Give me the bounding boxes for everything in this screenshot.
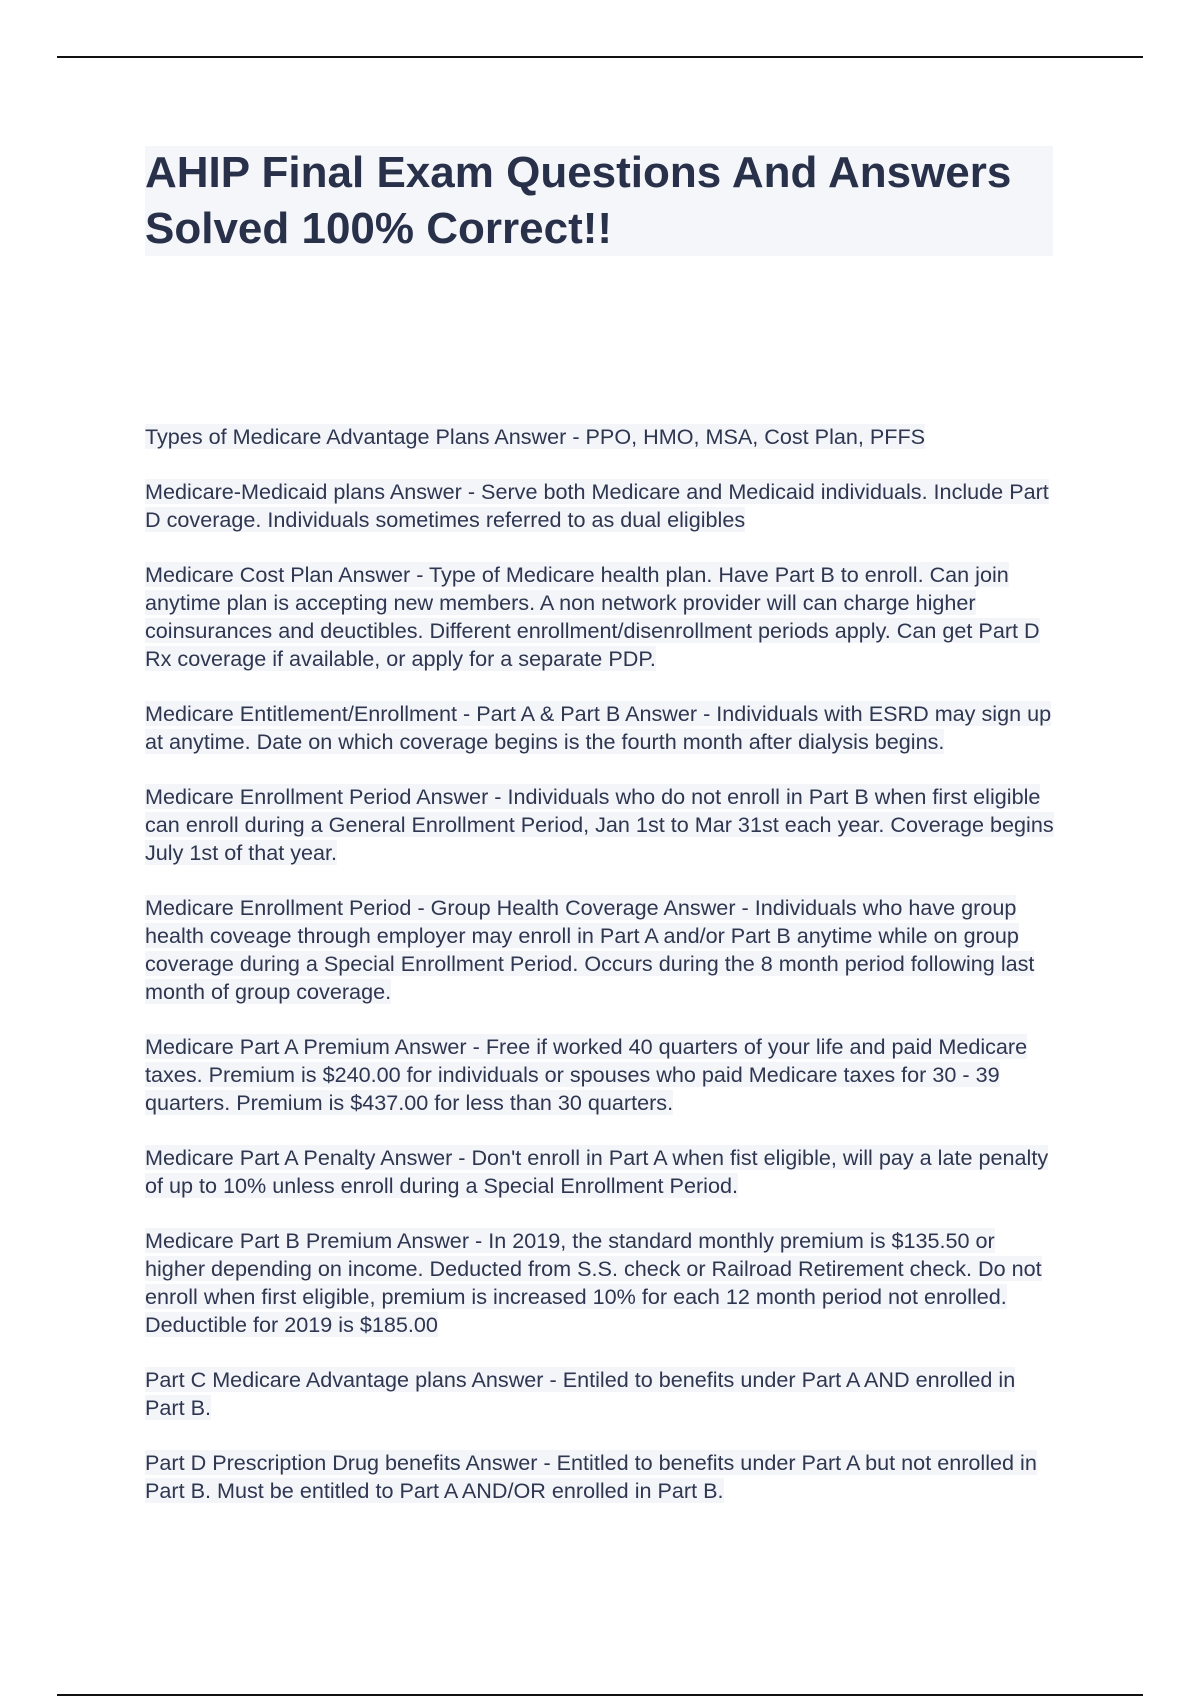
qa-list: [145, 423, 1060, 1532]
qa-entry: [145, 1033, 1060, 1117]
qa-entry-text: Medicare Part A Premium Answer - Free if worked 40 quarters of your life and paid Medicare taxes. Premium is $240.00 for individuals or spouses who paid Medicare taxes for 30 - 39 quarters. Premium is $437.00 for less than 30 quarters.: [145, 1034, 1028, 1115]
document-title: AHIP Final Exam Questions And Answers Solved 100% Correct!!: [145, 148, 1012, 253]
qa-entry: [145, 1366, 1060, 1422]
qa-entry: [145, 1144, 1060, 1200]
qa-entry-text: Medicare Part A Penalty Answer - Don't enroll in Part A when fist eligible, will pay a late penalty of up to 10% unless enroll during a Special Enrollment Period.: [145, 1145, 1049, 1198]
qa-entry: [145, 1449, 1060, 1505]
title-block: [145, 146, 1053, 256]
qa-entry: [145, 423, 1060, 451]
qa-entry: [145, 1227, 1060, 1339]
qa-entry: [145, 783, 1060, 867]
qa-entry-text: Medicare Enrollment Period - Group Health Coverage Answer - Individuals who have group health coveage through employer may enroll in Part A and/or Part B anytime while on group coverage during a Special Enrollment Period. Occurs during the 8 month period following last month of group coverage.: [145, 895, 1035, 1004]
qa-entry-text: Medicare-Medicaid plans Answer - Serve both Medicare and Medicaid individuals. Include Part D coverage. Individuals sometimes referred to as dual eligibles: [145, 479, 1049, 532]
qa-entry-text: Medicare Enrollment Period Answer - Individuals who do not enroll in Part B when first eligible can enroll during a General Enrollment Period, Jan 1st to Mar 31st each year. Coverage begins July 1st of that year.: [145, 784, 1054, 865]
qa-entry: [145, 561, 1060, 673]
qa-entry: [145, 894, 1060, 1006]
qa-entry: [145, 700, 1060, 756]
top-divider: [57, 56, 1143, 58]
qa-entry-text: Medicare Entitlement/Enrollment - Part A & Part B Answer - Individuals with ESRD may sign up at anytime. Date on which coverage begins is the fourth month after dialysis begins.: [145, 701, 1052, 754]
qa-entry-text: Medicare Part B Premium Answer - In 2019, the standard monthly premium is $135.50 or higher depending on income. Deducted from S.S. check or Railroad Retirement check. Do not enroll when first eligible, premium is increased 10% for each 12 month period not enrolled. Deductible for 2019 is $185.00: [145, 1228, 1042, 1337]
qa-entry-text: Medicare Cost Plan Answer - Type of Medicare health plan. Have Part B to enroll. Can join anytime plan is accepting new members. A non network provider will can charge higher coinsurances and deuctibles. Different enrollment/disenrollment periods apply. Can get Part D Rx coverage if available, or apply for a separate PDP.: [145, 562, 1040, 671]
bottom-divider: [57, 1694, 1143, 1696]
qa-entry-text: Types of Medicare Advantage Plans Answer - PPO, HMO, MSA, Cost Plan, PFFS: [145, 424, 926, 449]
qa-entry: [145, 478, 1060, 534]
qa-entry-text: Part C Medicare Advantage plans Answer - Entiled to benefits under Part A AND enrolled in Part B.: [145, 1367, 1016, 1420]
qa-entry-text: Part D Prescription Drug benefits Answer - Entitled to benefits under Part A but not enrolled in Part B. Must be entitled to Part A AND/OR enrolled in Part B.: [145, 1450, 1037, 1503]
